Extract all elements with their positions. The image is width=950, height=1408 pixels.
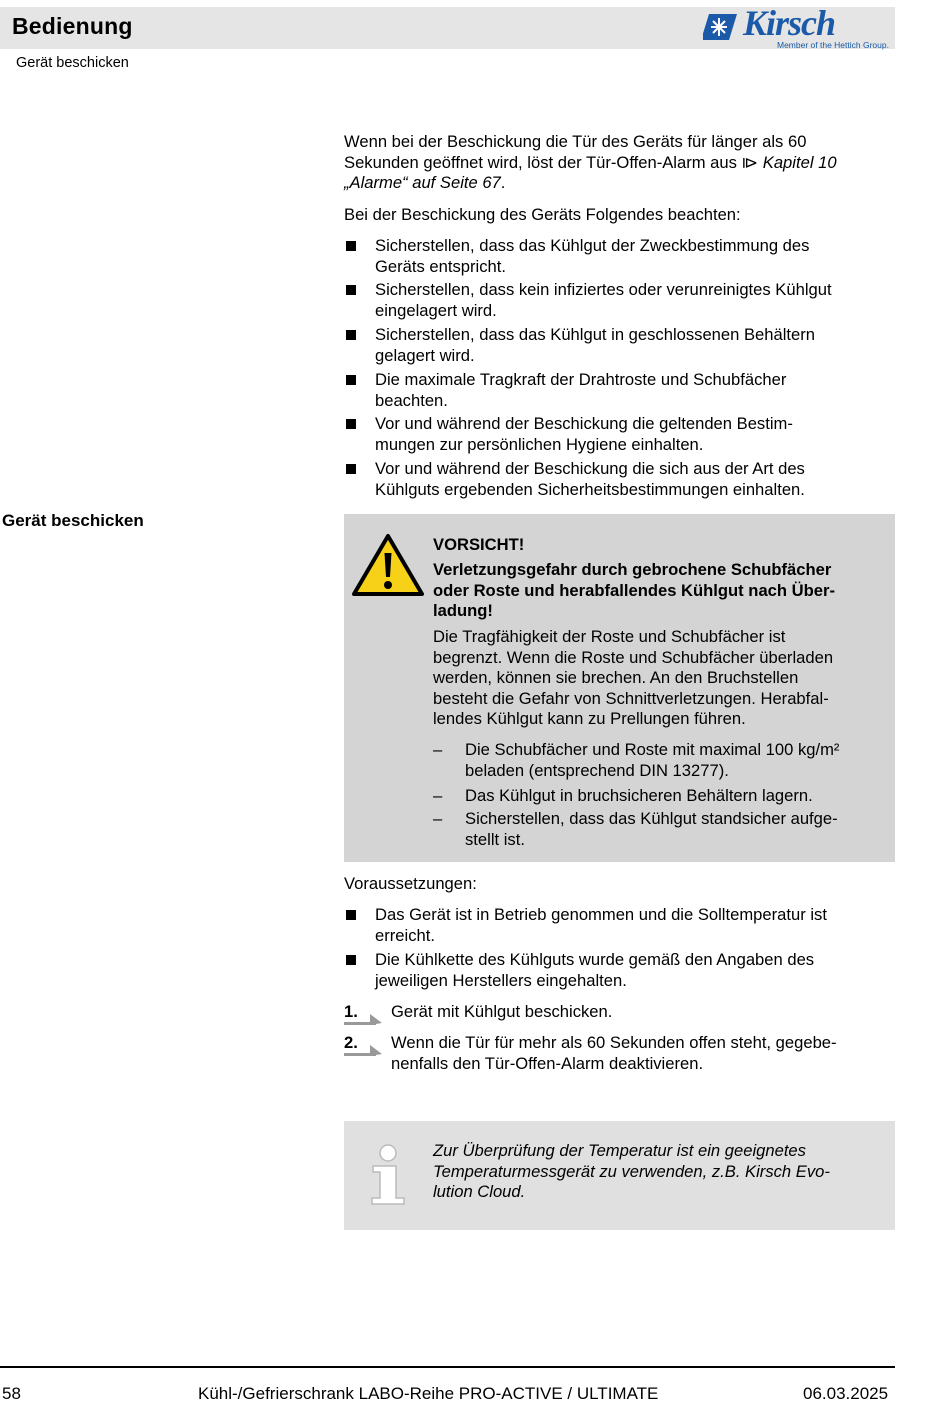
footer-date: 06.03.2025 (803, 1384, 889, 1403)
info-text: Zur Überprüfung der Temperatur ist ein geeignetes Temperaturmessgerät zu verwenden, z.B. Kirsch Evo- lution Cloud. (433, 1141, 830, 1201)
intro-line-3: „Alarme“ auf Seite 67. (344, 173, 506, 192)
dash-bullet: – (433, 809, 443, 828)
intro-line-2: Sekunden geöffnet wird, löst der Tür-Offen-Alarm aus ⧐ Kapitel 10 (344, 152, 837, 172)
footer-divider (0, 1366, 895, 1368)
kirsch-logo (703, 3, 893, 50)
page-number: 58 (2, 1384, 21, 1403)
prerequisites-title: Voraussetzungen: (344, 874, 477, 893)
chapter-link-cont[interactable]: „Alarme“ auf Seite 67 (344, 173, 501, 192)
step-arrow-icon (344, 1044, 384, 1056)
snowflake-logo-icon (703, 12, 743, 42)
warning-signal-word: VORSICHT! (433, 535, 525, 554)
square-bullet-icon (346, 330, 356, 340)
page-title: Bedienung (12, 13, 133, 39)
warning-heading: Verletzungsgefahr durch gebrochene Schubfächer oder Roste und herabfallendes Kühlgut nach Über- ladung! (433, 560, 835, 620)
logo-tagline: Member of the Hettich Group. (777, 40, 889, 50)
step-number: 1. (344, 1002, 358, 1021)
logo-wordmark: Kirsch (743, 3, 836, 43)
square-bullet-icon (346, 241, 356, 251)
dash-bullet: – (433, 740, 443, 759)
section-subtitle: Gerät beschicken (16, 55, 129, 71)
dash-bullet: – (433, 786, 443, 805)
square-bullet-icon (346, 955, 356, 965)
note-intro: Bei der Beschickung des Geräts Folgendes beachten: (344, 205, 741, 224)
square-bullet-icon (346, 285, 356, 295)
warning-triangle-icon (352, 533, 424, 597)
square-bullet-icon (346, 910, 356, 920)
step-arrow-icon (344, 1013, 384, 1025)
info-icon (368, 1142, 408, 1206)
intro-line-1: Wenn bei der Beschickung die Tür des Geräts für länger als 60 (344, 132, 807, 151)
chapter-link[interactable]: Kapitel 10 (762, 152, 837, 172)
step-number: 2. (344, 1033, 358, 1052)
intro-paragraph (344, 132, 895, 194)
side-heading: Gerät beschicken (2, 511, 144, 530)
square-bullet-icon (346, 419, 356, 429)
square-bullet-icon (346, 375, 356, 385)
footer-document-title: Kühl-/Gefrierschrank LABO-Reihe PRO-ACTIVE / ULTIMATE (198, 1384, 659, 1403)
square-bullet-icon (346, 464, 356, 474)
warning-body: Die Tragfähigkeit der Roste und Schubfächer ist begrenzt. Wenn die Roste und Schubfächer überladen werden, können sie brechen. An den Bruchstellen besteht die Gefahr von Schnittverletzungen. Herabfal- lendes Kühlgut kann zu Prellungen führen. (433, 627, 834, 728)
link-arrow-icon: ⧐ (741, 152, 759, 172)
